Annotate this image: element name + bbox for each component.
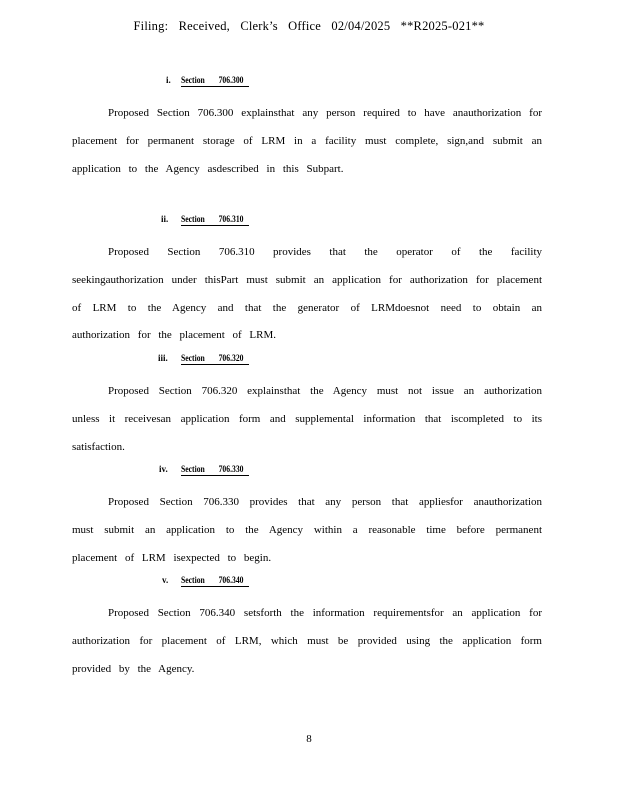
section-paragraph: Proposed Section 706.330 provides that any person that appliesfor anauthorization must submit an application to the Agency within a reasonable time before permanent placement of LRM isexpected to begin. — [72, 496, 542, 564]
section-title: Section 706.330 — [181, 463, 249, 476]
section-heading — [72, 352, 542, 366]
section-heading — [72, 463, 542, 477]
filing-header: Filing: Received, Clerk’s Office 02/04/2025 **R2025-021** — [133, 19, 485, 33]
section-706-330 — [72, 463, 542, 572]
section-paragraph: Proposed Section 706.320 explainsthat the Agency must not issue an authorization unless it receivesan application form and supplemental information that iscompleted to its satisfaction. — [72, 385, 542, 453]
section-heading — [72, 574, 542, 588]
section-number: i. — [166, 75, 171, 85]
section-paragraph: Proposed Section 706.300 explainsthat any person required to have anauthorization for placement for permanent storage of LRM in a facility must complete, sign,and submit an application to the Agency asdescribed in this Subpart. — [72, 107, 542, 175]
section-title: Section 706.340 — [181, 574, 249, 587]
section-number: iv. — [159, 464, 168, 474]
section-paragraph: Proposed Section 706.340 setsforth the information requirementsfor an application for authorization for placement of LRM, which must be provided using the application form provided by the Agency. — [72, 607, 542, 675]
section-number: v. — [162, 575, 169, 585]
section-heading — [72, 213, 542, 227]
section-paragraph: Proposed Section 706.310 provides that the operator of the facility seekingauthorization under thisPart must submit an application for authorization for placement of LRM to the Agency and that the generator of LRMdoesnot need to obtain an authorization for the placement of LRM. — [72, 246, 542, 342]
section-title: Section 706.310 — [181, 213, 249, 226]
section-number: iii. — [158, 353, 168, 363]
section-706-310 — [72, 213, 542, 350]
section-706-300 — [72, 74, 542, 183]
page-number: 8 — [306, 733, 312, 745]
section-706-320 — [72, 352, 542, 461]
section-title: Section 706.300 — [181, 74, 249, 87]
section-number: ii. — [161, 214, 169, 224]
section-title: Section 706.320 — [181, 352, 249, 365]
section-heading — [72, 74, 542, 88]
section-706-340 — [72, 574, 542, 683]
